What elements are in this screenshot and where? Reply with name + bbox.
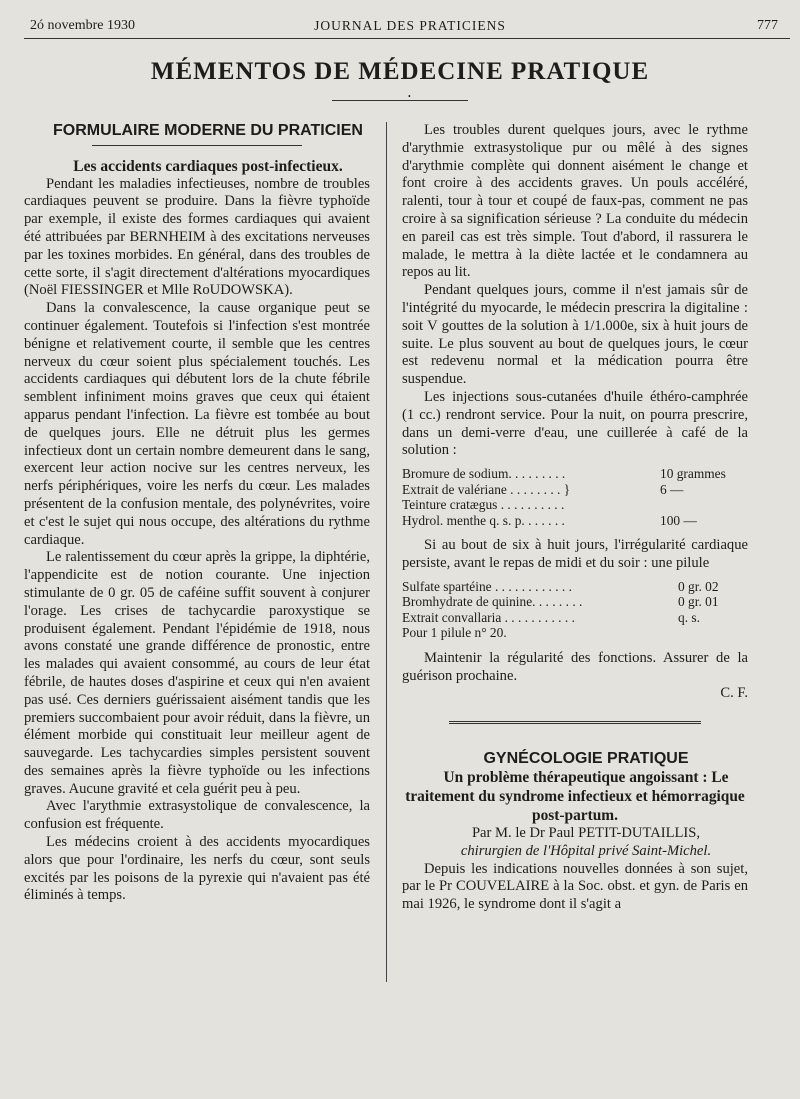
author-byline: Par M. le Dr Paul PETIT-DUTAILLIS, bbox=[471, 824, 701, 841]
section-separator bbox=[449, 721, 701, 726]
paragraph: Dans la convalescence, la cause organique peut se continuer également. Toutefois si l'infection s'est montrée bénigne et relativement courte, il semble que les centres nerveux du cœur soient plus spécialement touchés. Les accidents cardiaques qui débutent lors de la chute fébrile semblent infiniment moins graves que ceux qui étaient apparus pendant l'infection. La fièvre est tombée au bout de quelques jours. Elle ne détruit plus les germes infectieux dont un certain nombre demeurent dans le sang, exercent leur action nocive sur les centres nerveux, les nerfs périphériques, voire les nerfs du cœur. Les malades présentent de la confusion mentale, des polynévrites, voire et c'est le sujet qui nous occupe, des altérations du rythme cardiaque. bbox=[24, 300, 370, 548]
section-rule bbox=[92, 145, 302, 146]
formula-row: Extrait de valériane . . . . . . . . } 6 — bbox=[402, 481, 684, 497]
author-initials: C. F. bbox=[720, 685, 748, 702]
paragraph: Pendant quelques jours, comme il n'est jamais sûr de l'intégrité du myocarde, le médecin prescrira la digitaline : soit V gouttes de la solution à 1/1.000e, six à huit jours de suite. Le plus souvent au bout de quelques jours, le cœur est redevenu normal et la médication pourra être suspendue. bbox=[402, 282, 748, 388]
formula-row: Bromure de sodium. . . . . . . . . 10 grammes bbox=[402, 466, 726, 482]
paragraph: Les injections sous-cutanées d'huile éthéro-camphrée (1 cc.) rendront service. Pour la nuit, on pourra prescrire, dans un demi-verre d'eau, une cuillerée à café de la solution : bbox=[402, 388, 748, 459]
paragraph: Avec l'arythmie extrasystolique de convalescence, la confusion est fréquente. bbox=[24, 798, 370, 833]
prescription-formula-2 bbox=[402, 579, 748, 641]
author-affiliation: chirurgien de l'Hôpital privé Saint-Michel. bbox=[460, 842, 712, 859]
issue-date: 2ó novembre 1930 bbox=[30, 18, 135, 33]
formula-row: Pour 1 pilule n° 20. bbox=[402, 625, 507, 641]
article-title: Un problème thérapeutique angoissant : Le traitement du syndrome infectieux et hémorragique post-partum. bbox=[405, 768, 745, 824]
section-heading-gynecologie: GYNÉCOLOGIE PRATIQUE bbox=[483, 750, 689, 768]
title-rule bbox=[332, 100, 468, 101]
formula-row: Sulfate spartéine . . . . . . . . . . . . 0 gr. 02 bbox=[402, 578, 719, 594]
article-subtitle: Les accidents cardiaques post-infectieux. bbox=[73, 157, 343, 175]
title-ornament: • bbox=[408, 92, 411, 101]
running-header bbox=[30, 18, 790, 38]
right-column bbox=[402, 122, 748, 914]
paragraph: Si au bout de six à huit jours, l'irrégularité cardiaque persiste, avant le repas de midi et du soir : une pilule bbox=[402, 537, 748, 571]
page-number: 777 bbox=[757, 18, 778, 33]
section-heading-formulaire: FORMULAIRE MODERNE DU PRATICIEN bbox=[53, 122, 363, 139]
left-column bbox=[24, 122, 370, 905]
paragraph: Le ralentissement du cœur après la grippe, la diphtérie, l'appendicite est de notion courante. Une injection stimulante de 0 gr. 05 de caféine suffit souvent à conjurer l'orage. Les crises de tachycardie paroxystique se produisent également. Pendant l'épidémie de 1918, nous avons constaté une grande différence de pronostic, entre les malades qui avaient consommé, au cours de leur état fébrile, de hautes doses d'aspirine et ceux qui n'en avaient pas usé. Ces derniers guérissaient aisément tandis que les premiers succombaient pour avoir réduit, dans la fièvre, un élément morbide qui constituait leur meilleur agent de sauvegarde. Les tachycardies simples persistent souvent des semaines après la fièvre typhoïde ou les infections graves. Aucune gravité et cela guérit peu à peu. bbox=[24, 549, 370, 797]
formula-row: Teinture cratægus . . . . . . . . . . bbox=[402, 497, 565, 513]
paragraph: Depuis les indications nouvelles données à son sujet, par le Pr COUVELAIRE à la Soc. obst. et gyn. de Paris en mai 1926, le syndrome dont il s'agit a bbox=[402, 860, 748, 913]
page-title: MÉMENTOS DE MÉDECINE PRATIQUE bbox=[150, 58, 650, 85]
formula-row: Bromhydrate de quinine. . . . . . . . 0 gr. 01 bbox=[402, 594, 719, 610]
paragraph: Les médecins croient à des accidents myocardiques alors que pour l'ordinaire, les nerfs du cœur, sont seuls excités par les poisons de la pyrexie qui n'avaient pas été éliminés à temps. bbox=[24, 834, 370, 904]
prescription-formula-1 bbox=[402, 466, 748, 528]
journal-name: JOURNAL DES PRATICIENS bbox=[314, 18, 506, 33]
paragraph: Maintenir la régularité des fonctions. Assurer de la guérison prochaine. bbox=[402, 649, 748, 684]
paragraph: Pendant les maladies infectieuses, nombre de troubles cardiaques peuvent se produire. Dans la fièvre typhoïde par exemple, il existe des formes cardiaques qui avaient été attribuées par BERNHEIM à des excitations nerveuses par les toxines morbides. En général, dans des troubles de cette sorte, il s'agit directement d'altérations myocardiques (Noël FIESSINGER et Mlle RoUDOWSKA). bbox=[24, 175, 370, 299]
column-divider bbox=[386, 122, 387, 982]
formula-row: Extrait convallaria . . . . . . . . . . . q. s. bbox=[402, 609, 700, 625]
formula-row: Hydrol. menthe q. s. p. . . . . . . 100 — bbox=[402, 512, 697, 528]
header-rule bbox=[24, 38, 790, 39]
paragraph: Les troubles durent quelques jours, avec le rythme d'arythmie extrasystolique pur ou mêlé à des signes d'arythmie complète qui donnent aisément le change et font croire à des accidents graves. Un pouls accéléré, ralenti, tour à tour et coupé de faux-pas, comment ne pas croire à sa signification sérieuse ? La conduite du médecin en pareil cas est très simple. Tout d'abord, il rassurera le malade, le mettra à la diète lactée et le condamnera au repos au lit. bbox=[402, 122, 748, 281]
